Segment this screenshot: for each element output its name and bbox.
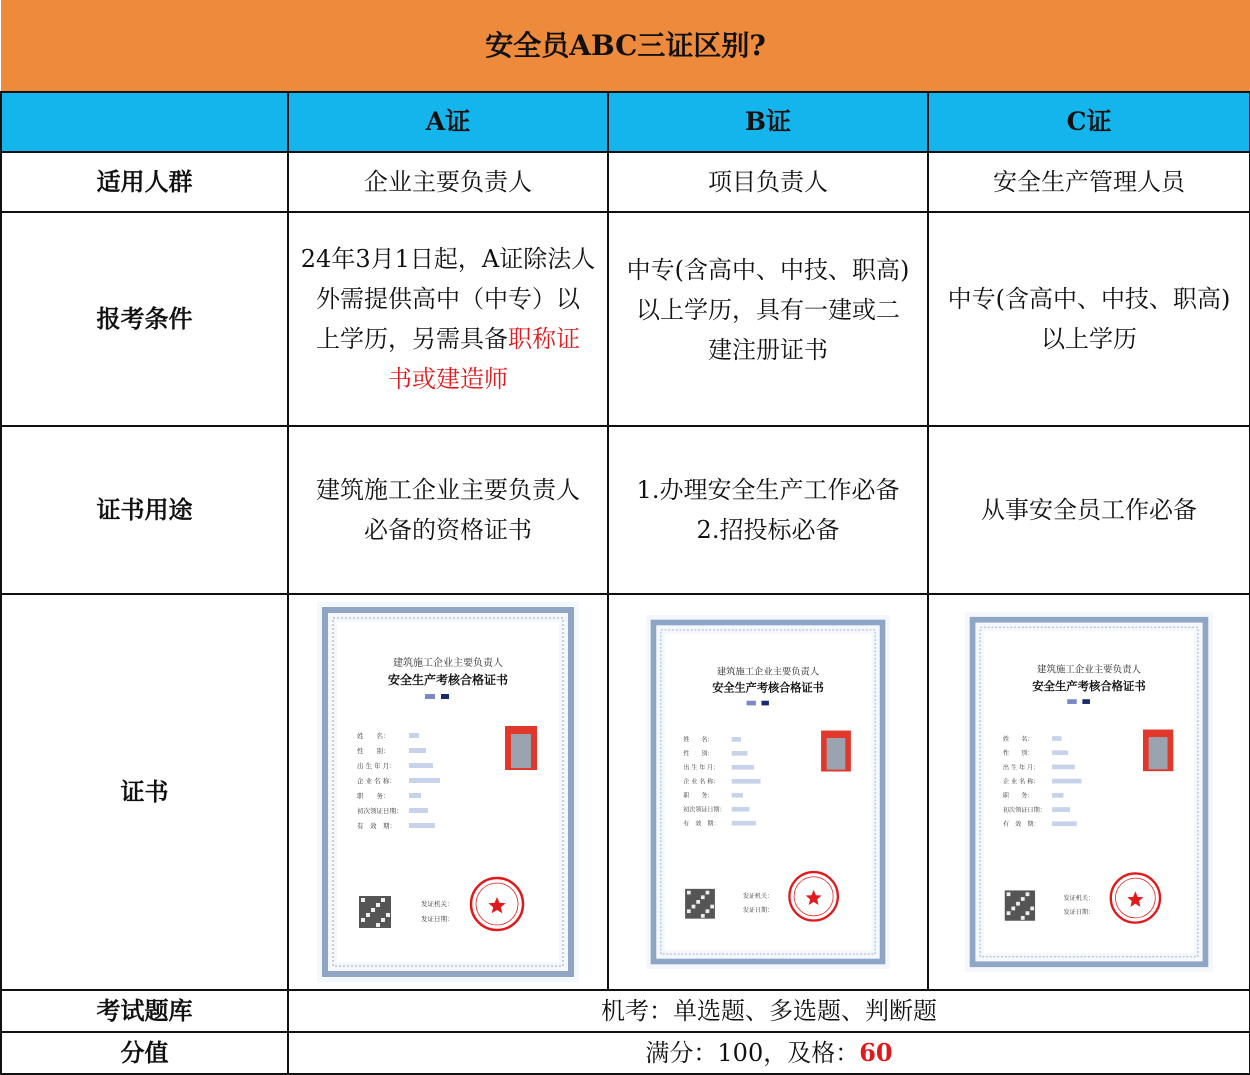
conditions-a-line xyxy=(293,319,603,359)
exam-value: 机考：单选题、多选题、判断题 xyxy=(288,990,1250,1032)
cert-qr-cell xyxy=(701,895,705,899)
score-prefix: 满分：100，及格： xyxy=(645,1039,860,1067)
cert-qr-cell xyxy=(1016,902,1020,906)
conditions-a-line: 外需提供高中（中专）以 xyxy=(316,285,580,313)
cert-qr-cell xyxy=(1007,892,1011,896)
cert-footer-label: 发证机关： xyxy=(1063,894,1095,902)
cert-qr-cell xyxy=(376,903,380,907)
header-c: C证 xyxy=(928,92,1250,152)
label-certificate: 证书 xyxy=(1,594,288,990)
certificate-b xyxy=(608,594,928,990)
cert-field-label: 姓 名： xyxy=(1002,735,1034,743)
cert-redaction xyxy=(409,778,440,783)
cert-field-label: 有 效 期： xyxy=(357,822,396,830)
title-row xyxy=(1,0,1250,92)
cert-footer-label: 发证日期： xyxy=(421,915,454,923)
row-target-group xyxy=(1,152,1250,212)
row-usage xyxy=(1,426,1250,594)
certificate-image xyxy=(646,607,890,977)
cert-qr-cell xyxy=(376,923,380,927)
certificate-image xyxy=(965,607,1213,977)
cert-field-label: 性 别： xyxy=(683,750,714,758)
cert-redaction xyxy=(425,694,435,699)
header-a: A证 xyxy=(288,92,608,152)
score-pass: 60 xyxy=(859,1038,893,1067)
cert-qr-cell xyxy=(381,918,385,922)
certificate-a xyxy=(288,594,608,990)
cert-qr-cell xyxy=(366,913,370,917)
label-exam: 考试题库 xyxy=(1,990,288,1032)
cert-field-label: 有 效 期： xyxy=(683,820,720,828)
conditions-b xyxy=(608,212,928,426)
cert-qr-cell xyxy=(381,898,385,902)
cert-redaction xyxy=(1052,821,1077,826)
cert-qr-cell xyxy=(706,909,710,913)
cert-heading: 安全生产考核合格证书 xyxy=(712,681,824,695)
cert-field-label: 初次领证日期： xyxy=(1002,806,1046,814)
cert-qr-cell xyxy=(1021,897,1025,901)
cert-heading: 建筑施工企业主要负责人 xyxy=(1037,664,1142,676)
cert-redaction xyxy=(761,701,768,706)
header-b: B证 xyxy=(608,92,928,152)
cert-redaction xyxy=(441,694,449,699)
row-score xyxy=(1,1032,1250,1074)
cert-field-label: 初次领证日期： xyxy=(683,806,726,814)
cert-field-label: 性 别： xyxy=(357,747,390,755)
cert-redaction xyxy=(409,793,421,798)
cert-qr-cell xyxy=(687,909,691,913)
conditions-a-highlight: 书或建造师 xyxy=(388,365,508,393)
cert-redaction xyxy=(1052,750,1068,755)
usage-c: 从事安全员工作必备 xyxy=(928,426,1250,594)
certificate-c xyxy=(928,594,1250,990)
cert-redaction xyxy=(1052,765,1075,770)
cert-redaction xyxy=(1067,699,1076,704)
conditions-b-line: 以上学历，具有一建或二 xyxy=(636,296,900,324)
cert-heading: 安全生产考核合格证书 xyxy=(1032,678,1146,693)
cert-qr-cell xyxy=(1026,892,1030,896)
cert-field-label: 初次领证日期： xyxy=(357,807,403,815)
cert-field-label: 姓 名： xyxy=(357,732,390,740)
cert-qr-cell xyxy=(696,900,700,904)
cert-field-label: 企 业 名 称： xyxy=(683,778,720,786)
cert-field-label: 职 务： xyxy=(1002,792,1034,800)
cert-redaction xyxy=(732,821,756,826)
cert-qr-cell xyxy=(1030,907,1034,911)
conditions-c xyxy=(928,212,1250,426)
cert-field-label: 职 务： xyxy=(683,792,714,800)
header-row xyxy=(1,92,1250,152)
cert-photo-face xyxy=(1149,737,1168,769)
label-target-group: 适用人群 xyxy=(1,152,288,212)
group-c: 安全生产管理人员 xyxy=(928,152,1250,212)
conditions-b-line: 中专(含高中、中技、职高) xyxy=(626,256,910,284)
cert-qr-cell xyxy=(701,914,705,918)
cert-redaction xyxy=(1052,736,1061,741)
cert-redaction xyxy=(409,733,419,738)
group-b: 项目负责人 xyxy=(608,152,928,212)
cert-redaction xyxy=(1052,779,1081,784)
cert-redaction xyxy=(732,793,743,798)
cert-redaction xyxy=(732,737,741,742)
cert-qr-cell xyxy=(386,913,390,917)
cert-qr-cell xyxy=(1011,907,1015,911)
page-title: 安全员ABC三证区别? xyxy=(1,0,1250,92)
conditions-a-line: 24年3月1日起，A证除法人 xyxy=(300,245,596,273)
cert-redaction xyxy=(409,763,433,768)
cert-footer-label: 发证机关： xyxy=(742,893,774,901)
row-certificate xyxy=(1,594,1250,990)
header-blank xyxy=(1,92,288,152)
certificate-image xyxy=(317,602,579,982)
cert-redaction xyxy=(1052,793,1063,798)
usage-a-line: 必备的资格证书 xyxy=(364,516,532,544)
conditions-a-text: 上学历，另需具备 xyxy=(316,325,508,353)
cert-field-label: 姓 名： xyxy=(683,736,714,744)
cert-field-label: 企 业 名 称： xyxy=(1002,778,1040,786)
cert-qr-cell xyxy=(361,918,365,922)
cert-redaction xyxy=(1052,807,1070,812)
cert-qr-cell xyxy=(706,891,710,895)
cert-redaction xyxy=(732,779,761,784)
cert-photo-face xyxy=(827,738,846,770)
conditions-b-line: 建注册证书 xyxy=(708,336,828,364)
cert-redaction xyxy=(409,823,435,828)
group-a: 企业主要负责人 xyxy=(288,152,608,212)
cert-photo-face xyxy=(511,734,531,768)
cert-footer-label: 发证日期： xyxy=(1063,909,1095,917)
cert-qr-cell xyxy=(1021,916,1025,920)
cert-footer-label: 发证机关： xyxy=(421,900,454,908)
cert-redaction xyxy=(747,701,756,706)
cert-qr-cell xyxy=(710,905,714,909)
cert-redaction xyxy=(732,807,750,812)
row-conditions xyxy=(1,212,1250,426)
cert-qr-cell xyxy=(1007,911,1011,915)
conditions-a-highlight: 职称证 xyxy=(508,325,580,353)
cert-field-label: 职 务： xyxy=(357,792,390,800)
label-conditions: 报考条件 xyxy=(1,212,288,426)
cert-redaction xyxy=(409,748,426,753)
cert-redaction xyxy=(1082,699,1090,704)
usage-a xyxy=(288,426,608,594)
usage-b-line: 2.招投标必备 xyxy=(696,516,840,544)
cert-qr-cell xyxy=(1026,911,1030,915)
cert-redaction xyxy=(732,765,754,770)
conditions-c-line: 中专(含高中、中技、职高) xyxy=(947,285,1231,313)
score-value xyxy=(288,1032,1250,1074)
cert-redaction xyxy=(732,751,748,756)
cert-qr-cell xyxy=(687,891,691,895)
label-usage: 证书用途 xyxy=(1,426,288,594)
cert-field-label: 出 生 年 月： xyxy=(1002,764,1040,772)
usage-b xyxy=(608,426,928,594)
cert-field-label: 性 别： xyxy=(1002,750,1034,758)
cert-field-label: 出 生 年 月： xyxy=(357,762,396,770)
label-score: 分值 xyxy=(1,1032,288,1074)
usage-a-line: 建筑施工企业主要负责人 xyxy=(316,476,580,504)
cert-heading: 安全生产考核合格证书 xyxy=(387,673,509,687)
cert-heading: 建筑施工企业主要负责人 xyxy=(393,658,503,669)
cert-field-label: 有 效 期： xyxy=(1002,821,1040,829)
cert-footer-label: 发证日期： xyxy=(742,907,774,915)
cert-heading: 建筑施工企业主要负责人 xyxy=(716,666,820,678)
cert-redaction xyxy=(409,808,428,813)
cert-qr-cell xyxy=(371,908,375,912)
cert-field-label: 出 生 年 月： xyxy=(683,764,720,772)
conditions-a xyxy=(288,212,608,426)
cert-qr-cell xyxy=(361,898,365,902)
usage-b-line: 1.办理安全生产工作必备 xyxy=(636,476,900,504)
cert-field-label: 企 业 名 称： xyxy=(357,777,396,785)
conditions-c-line: 以上学历 xyxy=(1041,325,1138,353)
row-exam xyxy=(1,990,1250,1032)
cert-qr-cell xyxy=(692,905,696,909)
